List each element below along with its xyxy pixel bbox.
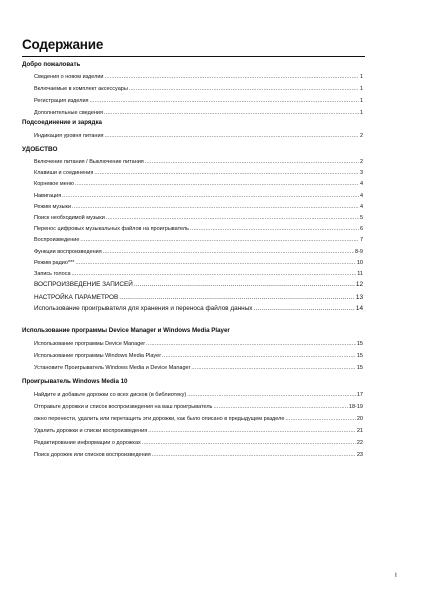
- dot-leader: [187, 391, 356, 399]
- section-heading: УДОБСТВО: [22, 146, 58, 153]
- dot-leader: [142, 439, 356, 447]
- dot-leader: [105, 132, 359, 140]
- toc-entry[interactable]: [34, 158, 363, 166]
- toc-entry-label: Поиск необходимой музыки: [34, 215, 105, 221]
- toc-entry-label: Включение питания / Выключение питания: [34, 159, 144, 165]
- toc-entry-label: Использование программы Device Manager: [34, 341, 146, 347]
- toc-entry-page: 17: [356, 392, 363, 398]
- toc-entry[interactable]: [34, 248, 363, 256]
- toc-entry-label: Регистрация изделия: [34, 98, 89, 104]
- toc-entry-page: 2: [359, 159, 363, 165]
- toc-entry-label: Установите Проигрыватель Windows Media и Device Manager: [34, 365, 191, 371]
- dot-leader: [75, 180, 359, 188]
- toc-entry-page: 12: [355, 281, 363, 289]
- toc-entry[interactable]: [34, 340, 363, 348]
- toc-entry-page: 23: [356, 452, 363, 458]
- toc-entry[interactable]: [34, 214, 363, 222]
- dot-leader: [119, 294, 355, 302]
- dot-leader: [190, 225, 359, 233]
- toc-entry-page: 1: [359, 86, 363, 92]
- dot-leader: [162, 352, 356, 360]
- toc-entry-page: 15: [356, 353, 363, 359]
- dot-leader: [104, 73, 358, 81]
- toc-entry[interactable]: [34, 391, 363, 399]
- dot-leader: [213, 403, 347, 411]
- toc-entry-label: Корневое меню: [34, 181, 74, 188]
- dot-leader: [134, 281, 355, 289]
- toc-entry-label: Перенос цифровых музыкальных файлов на проигрыватель: [34, 226, 189, 233]
- toc-entry[interactable]: [34, 281, 363, 289]
- dot-leader: [106, 214, 359, 222]
- toc-entry-page: 4: [359, 181, 363, 188]
- toc-entry-page: 8-9: [355, 248, 363, 255]
- dot-leader: [72, 270, 357, 278]
- toc-entry-label: НАСТРОЙКА ПАРАМЕТРОВ: [34, 293, 119, 301]
- toc-entry-page: 15: [356, 365, 363, 371]
- toc-entry[interactable]: [34, 225, 363, 233]
- toc-entry-page: 2: [359, 133, 363, 139]
- toc-entry-label: Запись голоса: [34, 271, 71, 277]
- toc-entry[interactable]: [34, 403, 363, 411]
- dot-leader: [148, 427, 356, 435]
- toc-entry[interactable]: [34, 73, 363, 81]
- dot-leader: [75, 259, 356, 267]
- toc-entry[interactable]: [34, 259, 363, 267]
- toc-entry-label: Удалить дорожки и списки воспроизведения: [34, 428, 148, 434]
- toc-entry[interactable]: [34, 132, 363, 140]
- toc-entry[interactable]: [34, 236, 363, 244]
- dot-leader: [94, 169, 359, 177]
- toc-entry[interactable]: [34, 192, 363, 200]
- toc-entry-label: Функции воспроизведения: [34, 248, 102, 255]
- page-title: Содержание: [22, 37, 104, 52]
- toc-entry[interactable]: [34, 439, 363, 447]
- toc-entry[interactable]: [34, 451, 363, 459]
- toc-entry[interactable]: [34, 427, 363, 435]
- toc-entry-page: 21: [356, 428, 363, 434]
- toc-entry-label: Найдите и добавьте дорожки со всех дисков (в библиотеку): [34, 392, 187, 398]
- toc-entry-page: 13: [355, 293, 363, 301]
- toc-entry-label: Отправьте дорожки и список воспроизведения на ваш проигрыватель: [34, 404, 213, 410]
- toc-entry-page: 3: [359, 170, 363, 177]
- toc-entry-label: Сведения о новом изделии: [34, 74, 104, 80]
- toc-entry-page: 18-19: [348, 404, 363, 410]
- dot-leader: [145, 158, 359, 166]
- toc-entry[interactable]: [34, 415, 363, 423]
- toc-entry[interactable]: [34, 270, 363, 278]
- dot-leader: [72, 203, 359, 211]
- dot-leader: [191, 364, 355, 372]
- toc-entry[interactable]: [34, 352, 363, 360]
- toc-entry-label: Редактирование информации о дорожках: [34, 440, 141, 446]
- toc-entry-label: Режим радио***: [34, 259, 75, 266]
- section-heading: Добро пожаловать: [22, 61, 81, 68]
- dot-leader: [146, 340, 356, 348]
- toc-entry-page: 5: [359, 215, 363, 221]
- toc-entry[interactable]: [34, 109, 363, 117]
- dot-leader: [285, 415, 355, 423]
- toc-entry[interactable]: [34, 169, 363, 177]
- toc-entry-page: 10: [356, 259, 363, 266]
- toc-entry-label: Поиск дорожек или списков воспроизведения: [34, 452, 151, 458]
- section-heading: Подсоединение и зарядка: [22, 119, 102, 126]
- toc-entry-page: 15: [356, 341, 363, 347]
- toc-entry-label: Воспроизведение: [34, 237, 80, 244]
- toc-entry-label: Режим музыки: [34, 203, 72, 210]
- toc-entry-page: 22: [356, 440, 363, 446]
- toc-entry-label: Навигация: [34, 192, 62, 199]
- toc-entry-page: 1: [359, 110, 363, 116]
- toc-entry[interactable]: [34, 364, 363, 372]
- section-heading: Использование программы Device Manager и Windows Media Player: [22, 327, 230, 334]
- dot-leader: [129, 85, 359, 93]
- toc-entry[interactable]: [34, 305, 363, 313]
- dot-leader: [62, 192, 359, 200]
- toc-entry-label: Использование проигрывателя для хранения и переноса файлов данных: [34, 305, 253, 313]
- toc-entry-page: 4: [359, 192, 363, 199]
- section-heading: Проигрыватель Windows Media 10: [22, 378, 128, 385]
- toc-entry-label: Индикация уровня питания: [34, 133, 104, 139]
- toc-entry-page: 1: [359, 74, 363, 80]
- dot-leader: [90, 97, 359, 105]
- toc-entry-label: ВОСПРОИЗВЕДЕНИЕ ЗАПИСЕЙ: [34, 281, 133, 289]
- toc-entry[interactable]: [34, 97, 363, 105]
- toc-entry-page: 14: [355, 305, 363, 313]
- toc-entry-page: 6: [359, 226, 363, 233]
- dot-leader: [152, 451, 356, 459]
- toc-entry-page: 11: [357, 271, 363, 277]
- toc-entry-page: 20: [356, 416, 363, 422]
- toc-entry-label: Использование программы Windows Media Player: [34, 353, 162, 359]
- toc-entry-label: Клавиши и соединения: [34, 170, 94, 177]
- toc-entry-label: Дополнительные сведения: [34, 110, 103, 116]
- toc-entry-page: 1: [359, 98, 363, 104]
- page-number: I: [395, 572, 397, 579]
- toc-entry[interactable]: [34, 294, 363, 302]
- dot-leader: [103, 248, 354, 256]
- toc-entry[interactable]: [34, 85, 363, 93]
- toc-entry[interactable]: [34, 203, 363, 211]
- toc-entry-label: Включаемые в комплект аксессуары: [34, 86, 128, 92]
- dot-leader: [104, 109, 359, 117]
- toc-entry-page: 4: [359, 203, 363, 210]
- toc-entry-label: ожно перенести, удалить или перетащить эти дорожки, как было описано в предыдущем разделе: [34, 416, 285, 422]
- toc-entry[interactable]: [34, 180, 363, 188]
- dot-leader: [80, 236, 359, 244]
- toc-entry-page: 7: [359, 237, 363, 244]
- dot-leader: [254, 305, 355, 313]
